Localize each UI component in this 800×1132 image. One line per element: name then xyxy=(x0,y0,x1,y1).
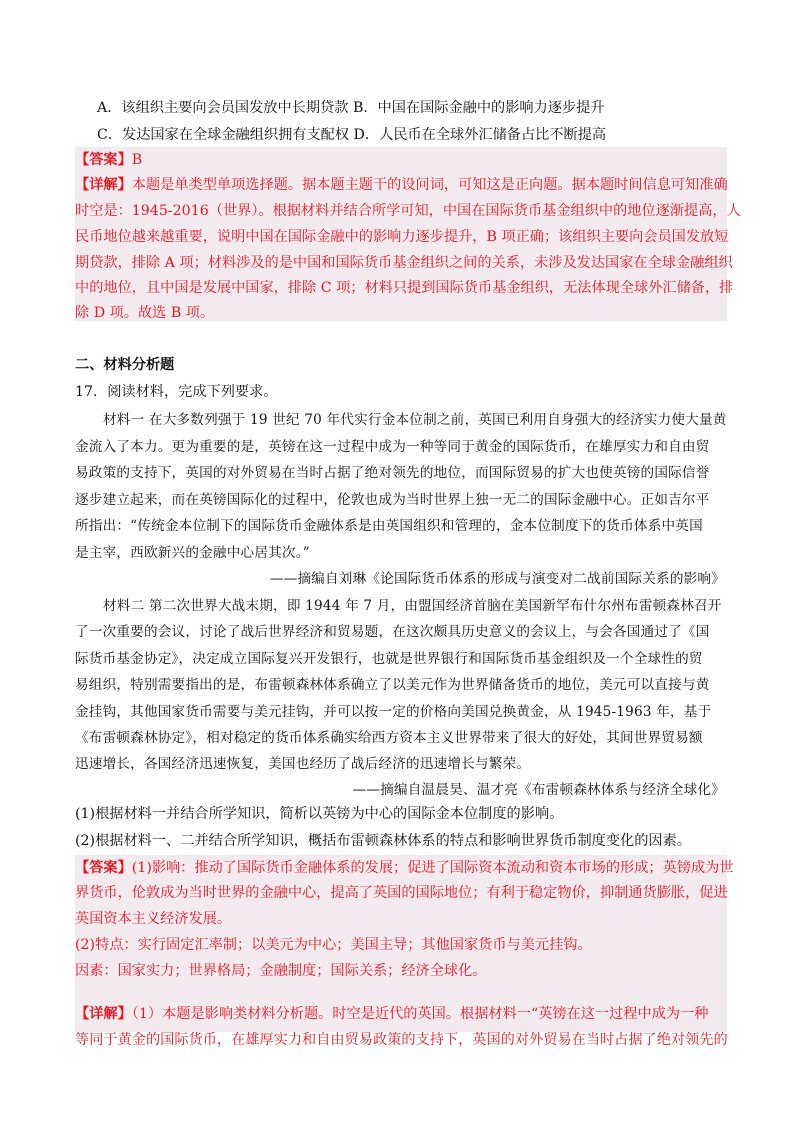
answer-text: (1)影响：推动了国际货币金融体系的发展；促进了国际资本流动和资本市场的形成；英镑成为世 xyxy=(131,860,734,876)
material2-line-6: 《布雷顿森林协定》，相对稳定的货币体系确实给西方资本主义世界带来了很大的好处，其间世界贸易额 xyxy=(75,730,703,746)
detail-line-16-3: 民币地位越来越重要，说明中国在国际金融中的影响力逐步提升，B 项正确；该组织主要向会员国发放短 xyxy=(75,229,729,245)
detail-text: （1）本题是影响类材料分析题。时空是近代的英国。根据材料一“英镑在这一过程中成为一种 xyxy=(131,1006,709,1022)
detail-text: 本题是单类型单项选择题。据本题主题干的设问词，可知这是正向题。据本题时间信息可知准确 xyxy=(131,177,728,193)
material1-line-3: 易政策的支持下，英国的对外贸易在当时占据了绝对领先的地位，而国际贸易的扩大也使英镑的国际信誉 xyxy=(75,465,710,481)
detail-tag: 【详解】 xyxy=(75,1006,132,1022)
answer-line-17-2: 界货币，伦敦成为当时世界的金融中心，提高了英国的国际地位；有利于稳定物价，抑制通货膨胀，促进 xyxy=(75,885,728,901)
detail-line-16-4: 期贷款，排除 A 项；材料涉及的是中国和国际货币基金组织之间的关系，未涉及发达国家在全球金融组织 xyxy=(75,255,733,271)
material2-line-4: 易组织，特别需要指出的是，布雷顿森林体系确立了以美元作为世界储备货币的地位，美元可以直接与黄 xyxy=(75,677,710,693)
material2-line-5: 金挂钩，其他国家货币需要与美元挂钩，并可以按一定的价格向美国兑换黄金，从 1945-1963 年，基于 xyxy=(75,704,712,720)
material1-line-6: 是主宰，西欧新兴的金融中心居其次。” xyxy=(75,545,310,561)
material1-line-1: 材料一 在大多数列强于 19 世纪 70 年代实行金本位制之前，英国已利用自身强大的经济实力使大量黄 xyxy=(103,412,727,428)
material2-line-7: 迅速增长，各国经济迅速恢复，美国也经历了战后经济的迅速增长与繁荣。 xyxy=(75,756,531,772)
answer-line-17-1 xyxy=(75,857,734,877)
material2-line-2: 了一次重要的会议，讨论了战后世界经济和贸易题，在这次颇具历史意义的会议上，与会各国通过了《国 xyxy=(75,624,710,640)
question-17: 17．阅读材料，完成下列要求。 xyxy=(75,384,278,400)
answer-tag: 【答案】 xyxy=(75,152,132,168)
answer-line-17-4: (2)特点：实行固定汇率制；以美元为中心；美国主导；其他国家货币与美元挂钩。 xyxy=(75,937,592,953)
detail-line-17-2: 等同于黄金的国际货币，在雄厚实力和自由贸易政策的支持下，英国的对外贸易在当时占据了绝对领先的 xyxy=(75,1032,728,1048)
material2-line-1: 材料二 第二次世界大战末期，即 1944 年 7 月，由盟国经济首脑在美国新罕布什尔州布雷顿森林召开 xyxy=(103,598,722,614)
answer-line-16 xyxy=(75,149,142,169)
answer-tag: 【答案】 xyxy=(75,860,132,876)
material2-line-3: 际货币基金协定》，决定成立国际复兴开发银行，也就是世界银行和国际货币基金组织及一个全球性的贸 xyxy=(75,651,703,667)
section-title: 二、材料分析题 xyxy=(75,357,175,373)
detail-tag: 【详解】 xyxy=(75,177,132,193)
material1-line-2: 金流入了本力。更为重要的是，英镑在这一过程中成为一种等同于黄金的国际货币，在雄厚实力和自由贸 xyxy=(75,439,710,455)
detail-line-16-2: 时空是：1945-2016（世界）。根据材料并结合所学可知，中国在国际货币基金组织中的地位逐渐提高，人 xyxy=(75,203,741,219)
answer-value: B xyxy=(131,152,143,168)
sub-question-2: (2)根据材料一、二并结合所学知识，概括布雷顿森林体系的特点和影响世界货币制度变化的因素。 xyxy=(75,833,691,849)
material1-line-4: 逐步建立起来，而在英镑国际化的过程中，伦敦也成为当时世界上独一无二的国际金融中心。正如吉尔平 xyxy=(75,492,710,508)
detail-line-17-1 xyxy=(75,1003,708,1023)
material1-line-5: 所指出：“传统金本位制下的国际货币金融体系是由英国组织和管理的，金本位制度下的货币体系中英国 xyxy=(75,518,703,534)
detail-line-16-6: 除 D 项。故选 B 项。 xyxy=(75,305,215,321)
sub-question-1: (1)根据材料一并结合所学知识，简析以英镑为中心的国际金本位制度的影响。 xyxy=(75,806,564,822)
option-line-cd: C．发达国家在全球金融组织拥有支配权 D．人民币在全球外汇储备占比不断提高 xyxy=(97,127,607,143)
detail-line-16-5: 中的地位，且中国是发展中国家，排除 C 项；材料只提到国际货币基金组织，无法体现全球外汇储备，排 xyxy=(75,280,734,296)
answer-line-17-3: 英国资本主义经济发展。 xyxy=(75,911,232,927)
answer-line-17-5: 因素：国家实力；世界格局；金融制度；国际关系；经济全球化。 xyxy=(75,963,487,979)
material2-source: ——摘编自温晨昊、温才亮《布雷顿森林体系与经济全球化》 xyxy=(352,782,725,798)
material1-source: ——摘编自刘琳《论国际货币体系的形成与演变对二战前国际关系的影响》 xyxy=(269,571,725,587)
detail-line-16-1 xyxy=(75,174,728,194)
option-line-ab: A．该组织主要向会员国发放中长期贷款 B．中国在国际金融中的影响力逐步提升 xyxy=(97,100,605,116)
